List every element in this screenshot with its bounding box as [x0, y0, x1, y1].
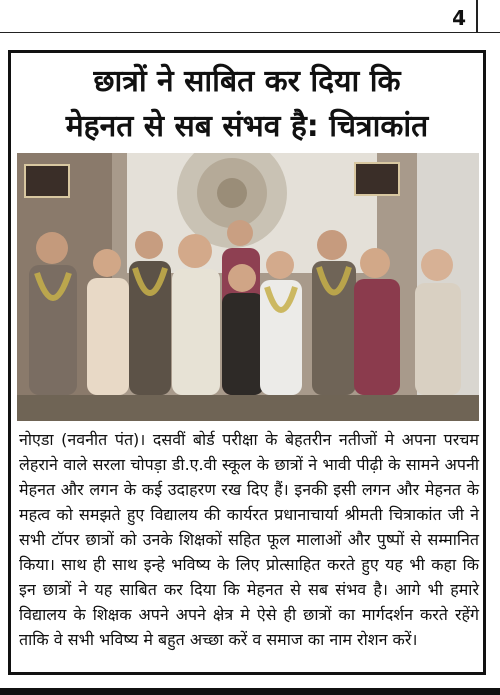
group-photo — [17, 153, 479, 421]
news-article — [8, 50, 486, 675]
top-rule — [0, 32, 500, 33]
headline-line-1: छात्रों ने साबित कर दिया कि — [93, 64, 401, 99]
group-photo-illustration — [17, 153, 479, 421]
article-body: नोएडा (नवनीत पंत)। दसवीं बोर्ड परीक्षा के बेहतरीन नतीजों मे अपना परचम लेहराने वाले सरला चोपड़ा डी.ए.वी स्कूल के छात्रों ने भावी पीढ़ी के सामने अपनी मेहनत और लगन के कई उदाहरण रख दिए हैं। इनकी इसी लगन और मेहनत के महत्व को समझते हुए विद्यालय की कार्यरत प्रधानाचार्या श्रीमती चित्राकांत जी ने सभी टॉपर छात्रों को उनके शिक्षकों सहित फूल मालाओं और पुष्पों से सम्मानित किया। साथ ही साथ इन्हे भविष्य के लिए प्रोत्साहित करते हुए यह भी कहा कि इन छात्रों ने यह साबित कर दिया कि मेहनत से सब संभव है। आगे भी हमारे विद्यालय के शिक्षक अपने अपने क्षेत्र मे ऐसे ही छात्रों का मार्गदर्शन करते रहेंगे ताकि वे सभी भविष्य मे बहुत अच्छा करें व समाज का नाम रोशन करें। — [19, 430, 479, 649]
bottom-strip-gap — [0, 684, 500, 688]
top-rule-vertical — [476, 0, 478, 33]
article-headline — [11, 59, 483, 149]
page-number: 4 — [452, 6, 466, 30]
headline-line-2: मेहनत से सब संभव है: चित्राकांत — [65, 109, 429, 144]
